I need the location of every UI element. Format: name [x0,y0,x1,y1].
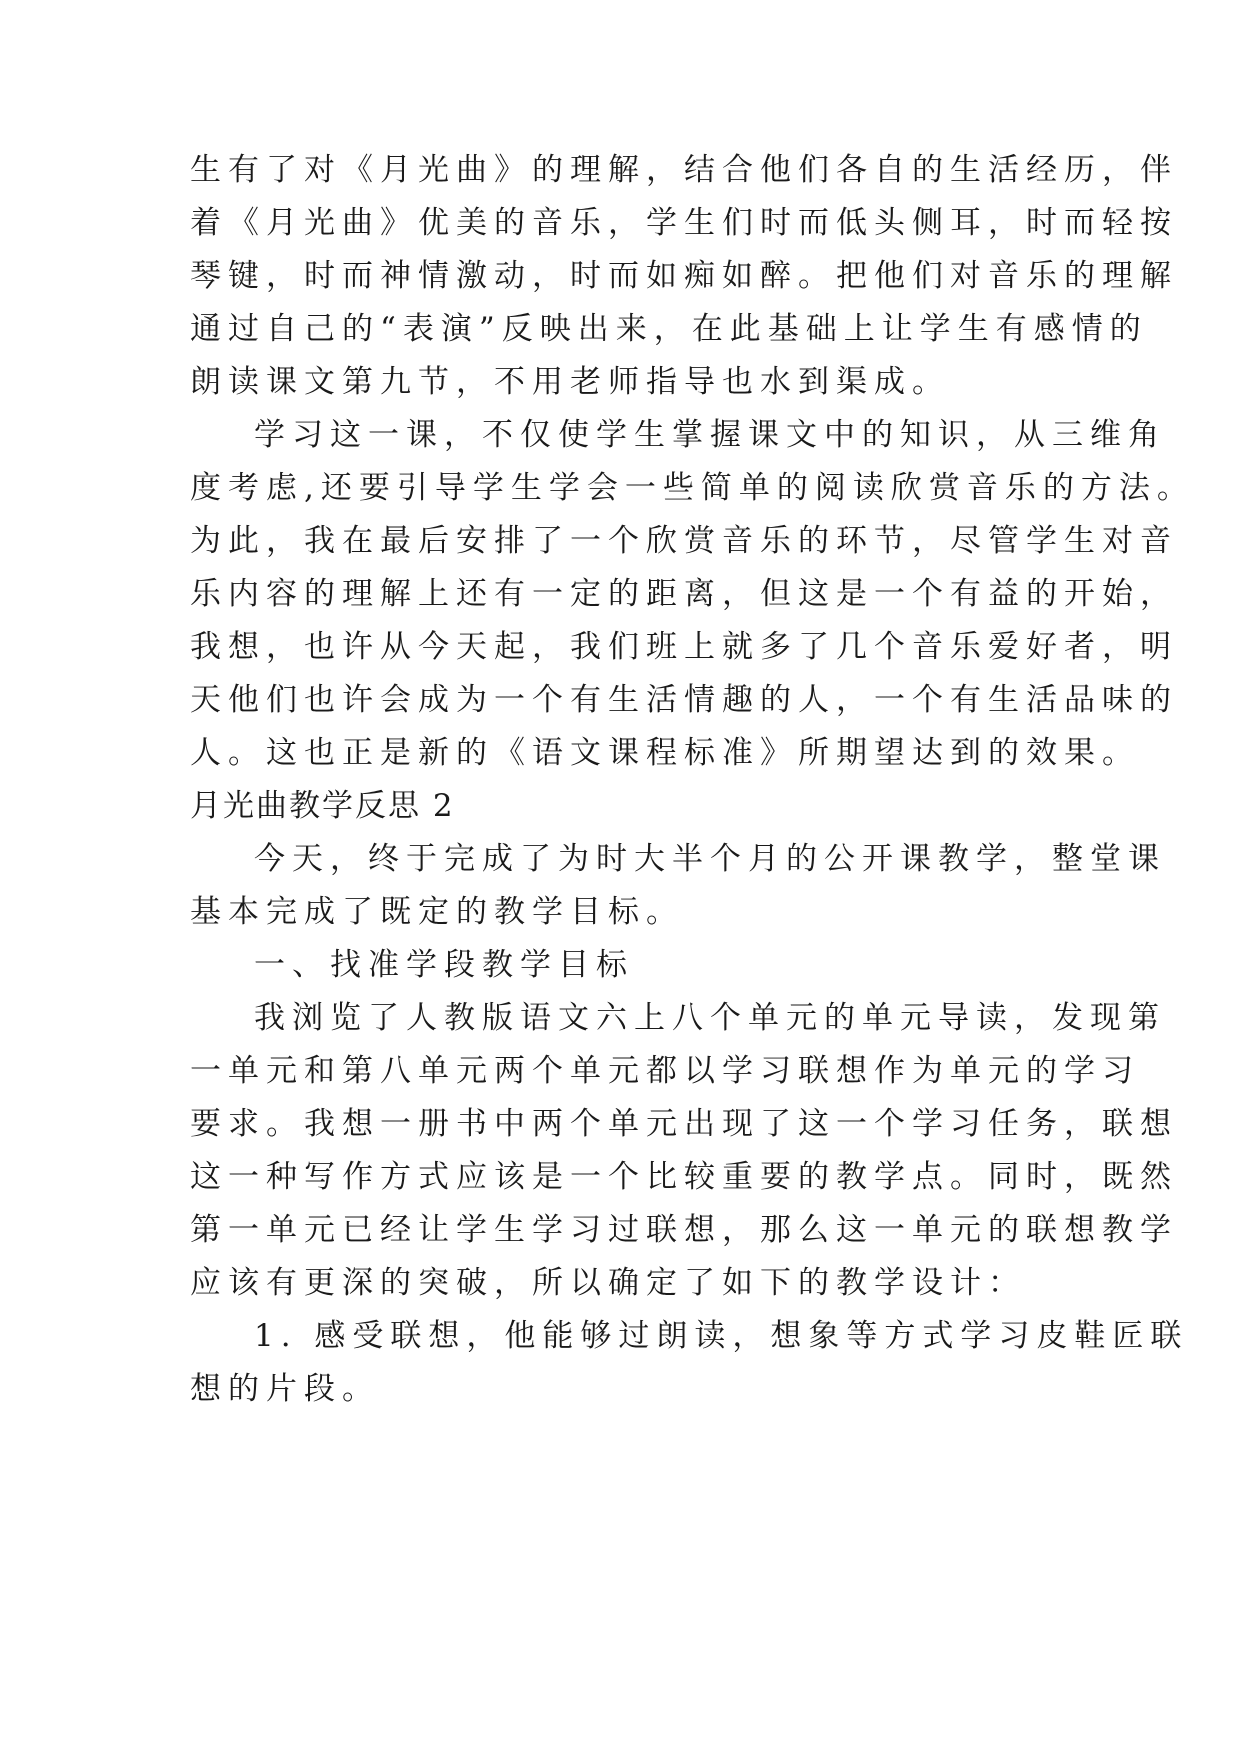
list-item-line: 1. 感受联想，他能够过朗读，想象等方式学习皮鞋匠联 [254,1318,1189,1354]
text-line: 天他们也许会成为一个有生活情趣的人，一个有生活品味的 [190,682,1178,718]
section-heading: 月光曲教学反思 2 [190,788,455,824]
text-line: 朗读课文第九节，不用老师指导也水到渠成。 [190,364,950,400]
text-line: 度考虑,还要引导学生学会一些简单的阅读欣赏音乐的方法。 [190,470,1195,506]
paragraph-start-line: 今天，终于完成了为时大半个月的公开课教学，整堂课 [254,841,1166,877]
text-line: 生有了对《月光曲》的理解，结合他们各自的生活经历，伴 [190,152,1178,188]
text-line: 想的片段。 [190,1371,380,1407]
text-line: 琴键，时而神情激动，时而如痴如醉。把他们对音乐的理解 [190,258,1178,294]
text-line: 应该有更深的突破，所以确定了如下的教学设计： [190,1265,1026,1301]
text-line: 一单元和第八单元两个单元都以学习联想作为单元的学习 [190,1053,1140,1089]
text-line: 我想，也许从今天起，我们班上就多了几个音乐爱好者，明 [190,629,1178,665]
text-line: 人。这也正是新的《语文课程标准》所期望达到的效果。 [190,735,1140,771]
paragraph-start-line: 我浏览了人教版语文六上八个单元的单元导读，发现第 [254,1000,1166,1036]
text-line: 第一单元已经让学生学习过联想，那么这一单元的联想教学 [190,1212,1178,1248]
text-line: 要求。我想一册书中两个单元出现了这一个学习任务，联想 [190,1106,1178,1142]
text-line: 这一种写作方式应该是一个比较重要的教学点。同时，既然 [190,1159,1178,1195]
text-line: 为此，我在最后安排了一个欣赏音乐的环节，尽管学生对音 [190,523,1178,559]
text-line: 乐内容的理解上还有一定的距离，但这是一个有益的开始， [190,576,1178,612]
text-line: 基本完成了既定的教学目标。 [190,894,684,930]
subsection-heading: 一、找准学段教学目标 [254,947,634,983]
text-line: 着《月光曲》优美的音乐，学生们时而低头侧耳，时而轻按 [190,205,1178,241]
text-line: 通过自己的“表演”反映出来，在此基础上让学生有感情的 [190,311,1148,347]
paragraph-start-line: 学习这一课，不仅使学生掌握课文中的知识，从三维角 [254,417,1166,453]
